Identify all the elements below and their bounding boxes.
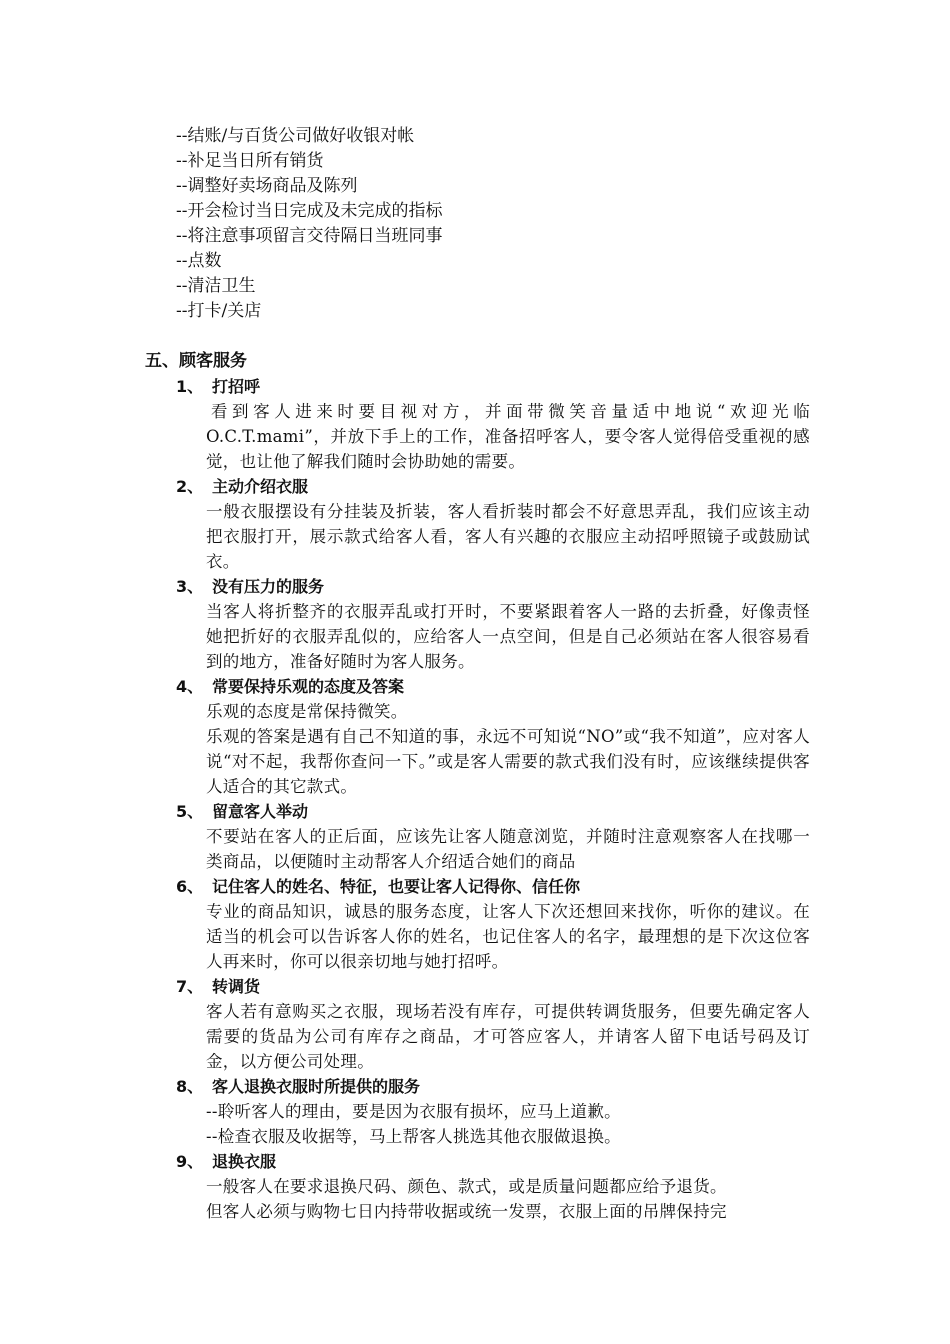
item-heading xyxy=(176,1074,816,1099)
item-title: 记住客人的姓名、特征，也要让客人记得你、信任你 xyxy=(212,877,581,896)
item-paragraph: --聆听客人的理由，要是因为衣服有损坏，应马上道歉。 xyxy=(206,1102,621,1121)
item-title: 主动介绍衣服 xyxy=(212,477,309,496)
item-paragraph: 一般客人在要求退换尺码、颜色、款式，或是质量问题都应给予退货。 xyxy=(206,1177,727,1196)
item-paragraph: 乐观的答案是遇有自己不知道的事，永远不可知说“NO”或“我不知道”，应对客人说“对不起，我帮你查问一下。”或是客人需要的款式我们没有时，应该继续提供客人适合的其它款式。 xyxy=(206,727,810,796)
closing-task-item: --结账/与百货公司做好收银对帐 xyxy=(176,126,415,146)
item-title: 客人退换衣服时所提供的服务 xyxy=(212,1077,421,1096)
item-title: 没有压力的服务 xyxy=(212,577,325,596)
item-title: 转调货 xyxy=(212,977,261,996)
item-heading xyxy=(176,1149,816,1174)
item-paragraph: 但客人必须与购物七日内持带收据或统一发票，衣服上面的吊牌保持完 xyxy=(206,1202,727,1221)
item-body xyxy=(206,599,810,674)
item-heading xyxy=(176,974,816,999)
closing-task-item: --开会检讨当日完成及未完成的指标 xyxy=(176,201,443,221)
closing-task-item: --补足当日所有销货 xyxy=(176,151,324,171)
item-number: 1、 xyxy=(176,377,204,396)
closing-task-item: --清洁卫生 xyxy=(176,276,256,296)
service-item xyxy=(176,474,816,574)
service-item xyxy=(176,1149,816,1224)
item-title: 常要保持乐观的态度及答案 xyxy=(212,677,405,696)
item-paragraph: 专业的商品知识，诚恳的服务态度，让客人下次还想回来找你，听你的建议。在适当的机会可以告诉客人你的姓名，也记住客人的名字，最理想的是下次这位客人再来时，你可以很亲切地与她打招呼。 xyxy=(206,902,810,971)
item-heading xyxy=(176,474,816,499)
closing-task-item: --调整好卖场商品及陈列 xyxy=(176,176,358,196)
item-heading xyxy=(176,874,816,899)
item-body xyxy=(206,999,810,1074)
item-heading xyxy=(176,674,816,699)
service-item xyxy=(176,374,816,474)
item-title: 打招呼 xyxy=(212,377,261,396)
item-number: 7、 xyxy=(176,977,204,996)
service-item xyxy=(176,874,816,974)
item-paragraph: --检查衣服及收据等，马上帮客人挑选其他衣服做退换。 xyxy=(206,1127,621,1146)
item-body xyxy=(206,899,810,974)
item-paragraph: 看到客人进来时要目视对方，并面带微笑音量适中地说“欢迎光临O.C.T.mami”，并放下手上的工作，准备招呼客人，要令客人觉得倍受重视的感觉，也让他了解我们随时会协助她的需要。 xyxy=(206,402,810,471)
section-title: 五、顾客服务 xyxy=(145,351,247,371)
item-body xyxy=(206,1099,810,1149)
item-number: 6、 xyxy=(176,877,204,896)
item-number: 9、 xyxy=(176,1152,204,1171)
service-item xyxy=(176,574,816,674)
item-heading xyxy=(176,374,816,399)
item-paragraph: 乐观的态度是常保持微笑。 xyxy=(206,702,408,721)
item-number: 3、 xyxy=(176,577,204,596)
item-body xyxy=(206,699,810,799)
item-body xyxy=(206,499,810,574)
item-paragraph: 当客人将折整齐的衣服弄乱或打开时，不要紧跟着客人一路的去折叠，好像责怪她把折好的衣服弄乱似的，应给客人一点空间，但是自己必须站在客人很容易看到的地方，准备好随时为客人服务。 xyxy=(206,602,810,671)
closing-task-list xyxy=(176,124,796,324)
closing-task-item: --点数 xyxy=(176,251,222,271)
item-number: 2、 xyxy=(176,477,204,496)
item-number: 8、 xyxy=(176,1077,204,1096)
item-number: 5、 xyxy=(176,802,204,821)
item-body xyxy=(206,399,810,474)
closing-task-item: --打卡/关店 xyxy=(176,301,262,321)
item-body xyxy=(206,824,810,874)
item-heading xyxy=(176,574,816,599)
item-heading xyxy=(176,799,816,824)
closing-task-item: --将注意事项留言交待隔日当班同事 xyxy=(176,226,443,246)
service-item xyxy=(176,799,816,874)
item-paragraph: 一般衣服摆设有分挂装及折装，客人看折装时都会不好意思弄乱，我们应该主动把衣服打开，展示款式给客人看，客人有兴趣的衣服应主动招呼照镜子或鼓励试衣。 xyxy=(206,502,810,571)
item-body xyxy=(206,1174,810,1224)
item-number: 4、 xyxy=(176,677,204,696)
item-title: 留意客人举动 xyxy=(212,802,309,821)
service-item xyxy=(176,1074,816,1149)
service-item xyxy=(176,974,816,1074)
item-title: 退换衣服 xyxy=(212,1152,277,1171)
item-paragraph: 不要站在客人的正后面，应该先让客人随意浏览，并随时注意观察客人在找哪一类商品，以便随时主动帮客人介绍适合她们的商品 xyxy=(206,827,810,871)
service-item xyxy=(176,674,816,799)
customer-service-items xyxy=(176,374,816,1224)
item-paragraph: 客人若有意购买之衣服，现场若没有库存，可提供转调货服务，但要先确定客人需要的货品为公司有库存之商品，才可答应客人，并请客人留下电话号码及订金，以方便公司处理。 xyxy=(206,1002,810,1071)
